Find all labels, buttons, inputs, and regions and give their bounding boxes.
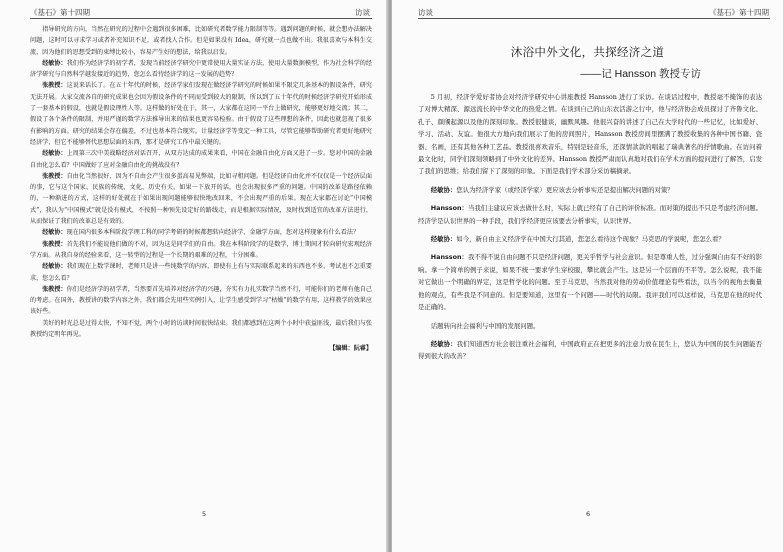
right-page-number: 6 [586,510,591,518]
left-header-journal: 《基石》第十四期 [30,8,90,17]
speaker-label: Hansson： [430,253,468,262]
speaker-label: 张教授： [42,172,67,180]
paragraph [30,148,372,171]
paragraph-text: 你们是经济学的初学者，当然要首先培养对经济学的兴趣，夯实有力扎实数学当然不行，可能你们的老师有他自己的考虑。在国外，教授讲的数学内容之外，我们都会先用些实例引入，让学生感受到学习“枯燥”的数学有用，这样教学的效果应该好些。 [30,285,373,316]
left-page-body [30,24,372,355]
paragraph [30,261,372,284]
paragraph [30,318,372,341]
paragraph-text: 我们知道西方社会很注重社会福利，中国政府正在把更多的注意力放在民生上，您认为中国的民生问题能否得到很大的改善？ [418,339,763,361]
paragraph [30,24,372,58]
paragraph-text: 现在国内很多本科阶段学理工科的同学考研的时候都想转向经济学、金融学方面，您对这样现象有什么看法？ [66,229,360,237]
right-page [392,0,783,552]
speaker-label: 经敏协： [430,339,457,348]
paragraph-text: 我们作为经济学的初学者，发现当前经济学研究中更常使用大量实证方法，使用大量数据模型，作为社会科学的经济学研究与自然科学越发接近的趋势，您怎么看待经济学的这一发展的趋势？ [30,59,373,79]
paragraph [418,91,762,178]
speaker-label: 张教授： [42,285,67,293]
paragraph [30,227,372,238]
right-header-rule [418,18,770,19]
paragraph [418,338,762,363]
speaker-label: 经敏协： [42,263,67,271]
speaker-label: 张教授： [42,82,67,90]
left-page-number: 5 [202,510,207,518]
speaker-label: 经敏协： [42,150,67,158]
paragraph-text: 我不得不说自由问题不只是经济问题，更关乎哲学与社会意识。但是尊重人性，过分强调自由有不好的影响。拿一个简单的例子来说，如果不统一要求学生穿校服，攀比就会产生。这是另一个层面的不平等。怎么说呢，我不能对它做出一个明确的界定，这是哲学化的问题。至于马克思，当然我对他的劳动价值理论有些看法，以当今的视角去衡量他的观点，有些我是不同意的。但是要知道，这里有一个问题——时代的局限。我评我们可以这样说，马克思在他的时代是正确的。 [418,253,762,312]
paragraph-text: 您认为经济学家（或经济学家）更应该去分析事实还是提出解决问题的对策？ [456,185,674,194]
paragraph-text: 首先我们不能说他们做的不对，因为这是同学们的自由。我在本科阶段学的是数学，博士期间才转向研究宏观经济学方面。从我自身的经验来看，这一转型的过程是一个长期的艰难的过程，十分困难。 [30,240,373,259]
paragraph [30,239,372,262]
paragraph [418,251,762,313]
paragraph [30,58,372,81]
paragraph-text: 当我们主建议应该去做什么时，实际上就已经有了自己的评价标准。而对策的提出不只是考虑经济问题。经济学是认识世界的一种手段，我们学经济更应该要去分析事实，认识世界。 [418,204,762,225]
paragraph [418,184,762,196]
speaker-label: 张教授： [42,240,67,248]
article-subtitle: ——记 Hansson 教授专访 [580,68,701,80]
speaker-label: Hansson： [430,204,468,213]
paragraph-text: 话题转向社会福利与中国的发展问题。 [430,321,540,330]
speaker-label: 经敏协： [430,235,457,244]
speaker-label: 经敏协： [430,185,457,194]
paragraph-text: 5 月初，经济学爱好者协会对经济学研究中心讲座教授 Hansson 进行了采访。在谈话过程中，教授毫不掩饰的表达了对博大精深、源远流长的中华文化的热爱之情。在谈到自己的山东农活游之行中，他与经济协会成员探讨了齐鲁文化、孔子、颜斶起源以及他的深刻印象。教授很健谈，幽默风趣。他很兴奋的讲述了自己在大学时代的一些记忆，比如爱好、学习、活动、友谊。他很大方地向我们展示了他的房间照片，Hansson 教授房间里摆满了教授收集的各种中国书籍、瓷器、名画，还有其他各种工艺品。教授很喜欢音乐，特别是轻音乐，还深情款款的唱起了瑞典著名的抒情歌曲。在访问着最文化时，同学们深刻领略到了中外文化的差异。Hansson 教授严肃而认真地对我们在学术方面的提问进行了解答，启发了我们的思维；给我们留下了深刻的印象。下面是我们学术部分采访稿摘录。 [418,93,762,176]
paragraph [418,202,762,227]
speaker-label: 经敏协： [42,229,67,237]
paragraph [418,233,762,245]
paragraph-text: 美好的时光总是过得太快，不知不觉，两个小时的访谈时间很快结束。我们都感到在这两个小时中获益匪浅，最后我们与张教授约定明年再见。 [30,319,372,339]
paragraph-text: 这说来话长了。在五十年代的时候，经济学家们发现在做经济学研究的时候如果不限定几条基本的假设条件，研究无法开展。大家交流各自的研究成果也会因为假设条件的不同而受到较大的限制，所以到了五十年代的时候经济学研究开始形成了一套基本的假设，也就是假设理性人等。这样做的好处在于，其一，大家都在这同一平台上做研究，能够更好地交流；其二，假设了各个条件的限制，并用严谨的数学方法推导出来的结果也更容易检验。由于假设了这些理想的条件，因此也就忽视了很多有影响的方面。研究的结果会存在偏差，不过也基本符合现实。计量经济学等变定一种工具，尽管它能够帮助研究者更好地研究经济学，但它不能够替代思想层面的东西，那才是研究工作中最关键的。 [30,82,373,146]
left-header-section: 访谈 [355,8,370,17]
paragraph-text: 如今，新自由主义经济学在中国大行其道，您怎么看待这个现象？马克思的学说呢，您怎么看？ [456,235,725,244]
paragraph [418,320,762,332]
paragraph [30,171,372,227]
paragraph-text: 指导研究的方向，当然在研究的过程中会遇到很多困难，比如研究者数学能力限制等等。遇到问题的时候，就会想办法解决问题，这时可以寻求学习或者补充知识不足，或者找人合作。但是如果没有 Idea，研究就一点也做不出。我很喜欢与本科生交流，因为他们的思想受到的束缚比较小，容易产生好的想法，给我以启发。 [30,26,372,56]
right-page-body [418,91,762,363]
paragraph-text: 上周第三次中美战略经济对话召开，从双方达成的成果来看，中国在金融自由化方面又进了一步。您对中国的金融自由化怎么看？中国做好了应对金融自由化的挑战没有？ [30,150,373,169]
speaker-label: 经敏协： [42,59,67,67]
paragraph [30,284,372,318]
paragraph-text: 自由化当然很好，因为不自由会产生很多蛋高易见弊端，比如寻租问题。但是经济自由化并不仅仅是一个经济层面的事，它与这个国家、民族的传统、文化、历史有关，如果一下放开的话，也会出现很多严重的问题。中国的改革是路径依赖的，一种渐进的方式，这样的好处就在于如果出现问题能够很快地改回来，不会出现严重的后果。现在大家都在讨论“中国模式”，我认为“中国模式”就是没有模式，不按照一种预先设定好的路线走，而是根据实际情况，及时找到适宜的改革方法进行，从而保证了我们的改革总是有效的。 [30,172,373,226]
left-header-rule [30,18,372,19]
editor-note: 【编辑：阮睿】 [329,345,372,353]
paragraph [30,80,372,148]
article-title: 沐浴中外文化，共探经济之道 [510,47,665,59]
right-header-journal: 《基石》第十四期 [709,8,769,17]
right-header-section: 访谈 [418,8,433,17]
paragraph-text: 我们现在上数学课时，老师只是讲一些纯数学的内容，即使有上有与实际联系起来的东西也不多，考试也不怎重要求，您怎么看？ [30,263,373,282]
left-page [0,0,388,552]
